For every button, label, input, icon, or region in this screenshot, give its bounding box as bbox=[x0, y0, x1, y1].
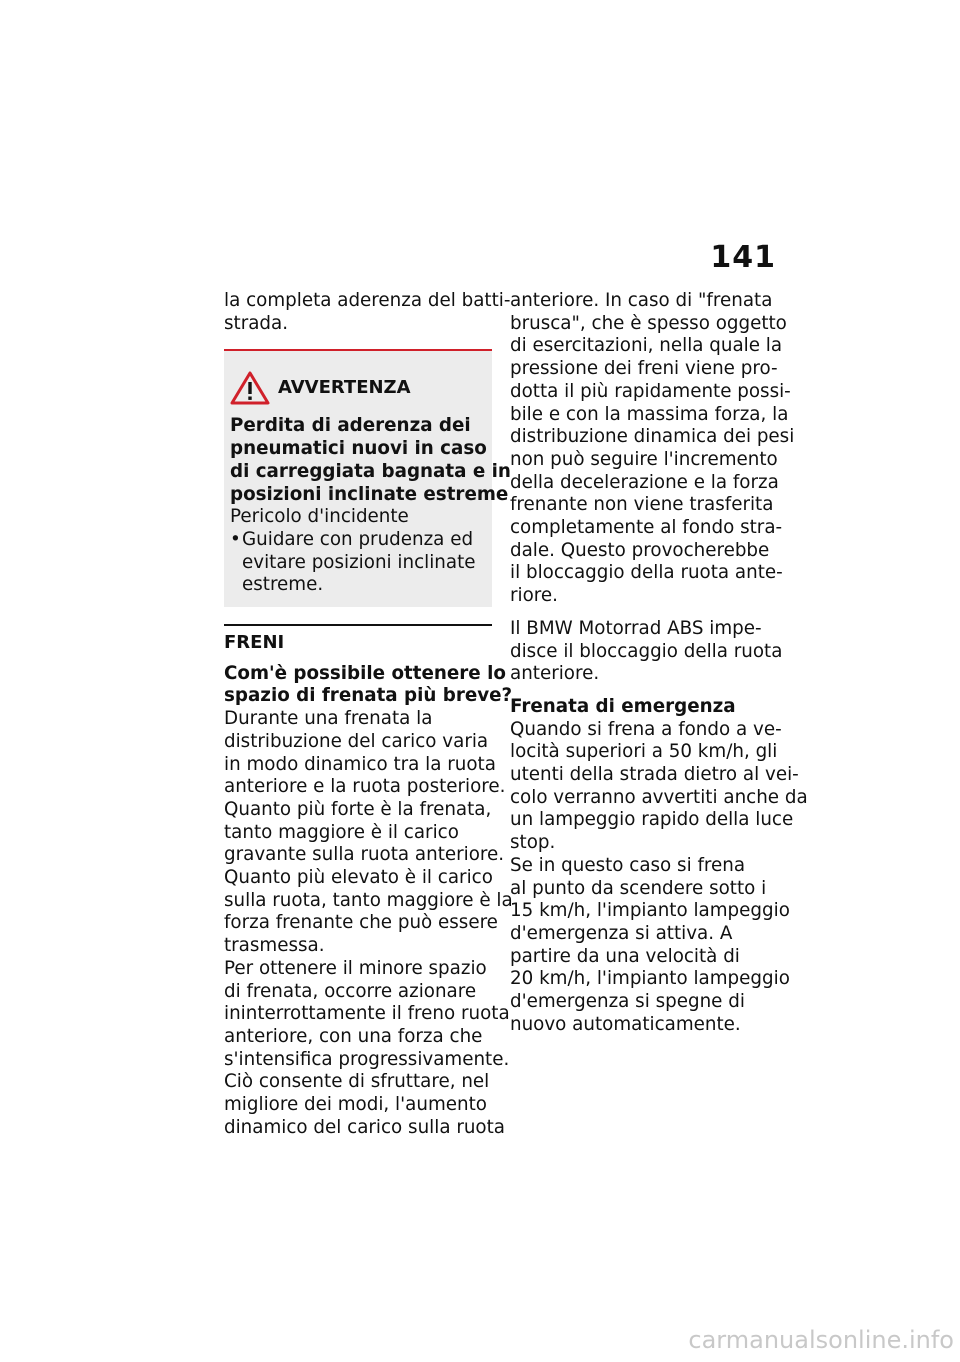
text-line: stop. bbox=[510, 832, 556, 854]
text-line: sulla ruota, tanto maggiore è la bbox=[224, 889, 513, 911]
text-line: Ciò consente di sfruttare, nel bbox=[224, 1071, 490, 1093]
text-line: brusca", che è spesso oggetto bbox=[510, 312, 787, 334]
text-line: dotta il più rapidamente possi- bbox=[510, 380, 791, 402]
paragraph-gap bbox=[510, 686, 780, 696]
text-line: disce il bloccaggio della ruota bbox=[510, 640, 783, 662]
section-title: FRENI bbox=[224, 624, 492, 655]
subsection-title: Frenata di emergenza bbox=[510, 695, 736, 717]
text-line: dinamico del carico sulla ruota bbox=[224, 1116, 505, 1138]
text-line: trasmessa. bbox=[224, 935, 325, 957]
text-line: spazio di frenata più breve? bbox=[224, 685, 513, 707]
paragraph-abs-braking bbox=[510, 290, 795, 608]
text-line: il bloccaggio della ruota ante- bbox=[510, 562, 783, 584]
text-line: distribuzione del carico varia bbox=[224, 730, 489, 752]
text-line: ininterrottamente il freno ruota bbox=[224, 1003, 510, 1025]
warning-triangle-icon bbox=[230, 371, 270, 405]
paragraph-emergency bbox=[510, 718, 808, 1037]
warning-header bbox=[230, 371, 486, 405]
text-line: 15 km/h, l'impianto lampeggio bbox=[510, 900, 790, 922]
text-line: colo verranno avvertiti anche da bbox=[510, 786, 808, 808]
text-line: di esercitazioni, nella quale la bbox=[510, 335, 783, 357]
text-line: evitare posizioni inclinate bbox=[242, 551, 476, 573]
text-line: nuovo automaticamente. bbox=[510, 1013, 741, 1035]
text-line: di carreggiata bagnata e in bbox=[230, 460, 511, 482]
text-line: distribuzione dinamica dei pesi bbox=[510, 426, 795, 448]
text-line: estreme. bbox=[242, 574, 324, 596]
warning-title: AVVERTENZA bbox=[278, 377, 411, 399]
text-line: la completa aderenza del batti- bbox=[224, 290, 511, 311]
text-line: dale. Questo provocherebbe bbox=[510, 539, 770, 561]
text-line: pressione dei freni viene pro- bbox=[510, 358, 778, 380]
paragraph-gap bbox=[510, 608, 780, 618]
text-line: Quando si frena a fondo a ve- bbox=[510, 718, 782, 740]
text-line: gravante sulla ruota anteriore. bbox=[224, 844, 505, 866]
text-line: forza frenante che può essere bbox=[224, 912, 498, 934]
text-line: anteriore. In caso di "frenata bbox=[510, 290, 773, 311]
text-line: 20 km/h, l'impianto lampeggio bbox=[510, 968, 790, 990]
text-line: strada. bbox=[224, 312, 289, 334]
text-line: tanto maggiore è il carico bbox=[224, 821, 459, 843]
text-line: Perdita di aderenza dei bbox=[230, 415, 471, 437]
text-line: della decelerazione e la forza bbox=[510, 471, 779, 493]
question-heading bbox=[224, 662, 513, 708]
text-line: d'emergenza si spegne di bbox=[510, 991, 745, 1013]
text-line: frenante non viene trasferita bbox=[510, 494, 774, 516]
page-number: 141 bbox=[710, 240, 776, 275]
text-line: Com'è possibile ottenere lo bbox=[224, 662, 506, 684]
text-line: utenti della strada dietro al vei- bbox=[510, 764, 799, 786]
text-line: d'emergenza si attiva. A bbox=[510, 922, 733, 944]
text-line: migliore dei modi, l'aumento bbox=[224, 1094, 487, 1116]
text-line: Durante una frenata la bbox=[224, 708, 433, 730]
text-line: posizioni inclinate estreme bbox=[230, 483, 509, 505]
text-line: anteriore. bbox=[510, 663, 600, 685]
text-line: bile e con la massima forza, la bbox=[510, 403, 789, 425]
intro-text bbox=[224, 290, 511, 335]
text-line: pneumatici nuovi in caso bbox=[230, 438, 487, 460]
text-line: Quanto più forte è la frenata, bbox=[224, 798, 492, 820]
warning-heading bbox=[230, 415, 511, 506]
left-body-text bbox=[224, 708, 513, 1139]
text-line: anteriore e la ruota posteriore. bbox=[224, 776, 506, 798]
text-line: un lampeggio rapido della luce bbox=[510, 809, 794, 831]
bullet-icon: • bbox=[230, 528, 241, 550]
text-line: anteriore, con una forza che bbox=[224, 1025, 483, 1047]
text-line: Quanto più elevato è il carico bbox=[224, 867, 493, 889]
text-line: Il BMW Motorrad ABS impe- bbox=[510, 617, 762, 639]
text-line: riore. bbox=[510, 585, 558, 607]
warning-box bbox=[224, 349, 511, 607]
right-column bbox=[510, 290, 808, 1037]
left-column bbox=[224, 290, 513, 1140]
text-line: Se in questo caso si frena bbox=[510, 854, 746, 876]
text-line: Guidare con prudenza ed bbox=[242, 528, 474, 550]
watermark: carmanualsonline.info bbox=[688, 1326, 954, 1354]
text-line: locità superiori a 50 km/h, gli bbox=[510, 741, 778, 763]
text-line: partire da una velocità di bbox=[510, 945, 740, 967]
warning-risk: Pericolo d'incidente bbox=[230, 506, 409, 528]
text-line: non può seguire l'incremento bbox=[510, 448, 778, 470]
warning-bullet bbox=[230, 529, 486, 597]
text-line: s'intensifica progressivamente. bbox=[224, 1048, 510, 1070]
text-line: al punto da scendere sotto i bbox=[510, 877, 767, 899]
text-line: completamente al fondo stra- bbox=[510, 517, 783, 539]
text-line: in modo dinamico tra la ruota bbox=[224, 753, 496, 775]
text-line: Per ottenere il minore spazio bbox=[224, 957, 487, 979]
text-line: di frenata, occorre azionare bbox=[224, 980, 477, 1002]
paragraph-abs bbox=[510, 617, 783, 686]
